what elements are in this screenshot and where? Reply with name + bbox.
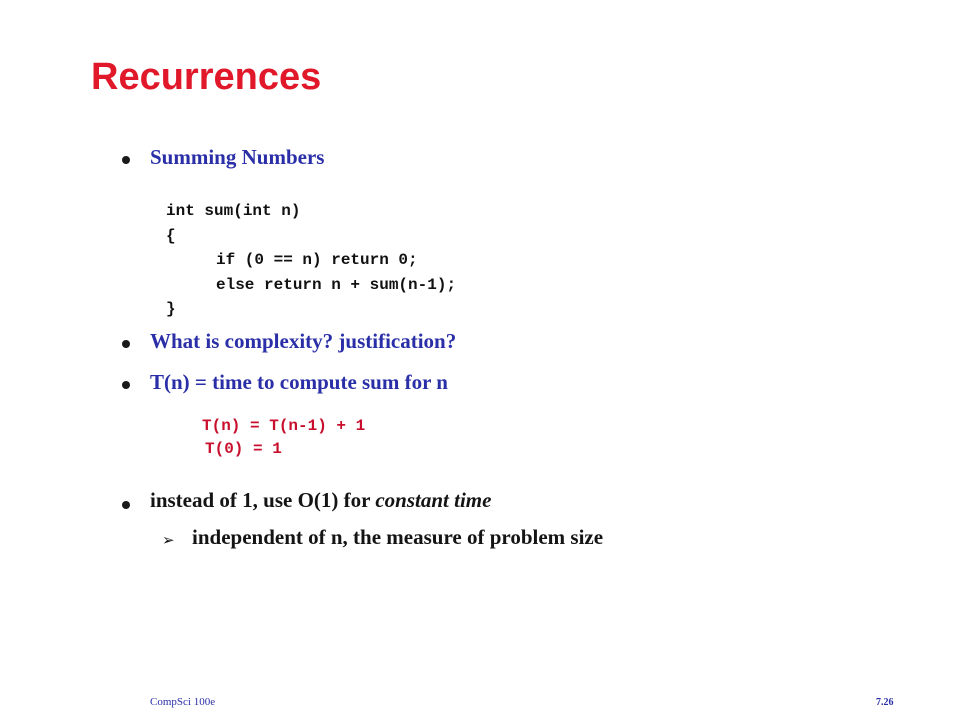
code-line-1: int sum(int n) [166, 202, 301, 220]
code-line-4: else return n + sum(n-1); [216, 275, 457, 294]
constant-time-prefix: instead of 1, use O(1) for [150, 488, 376, 512]
bullet-dot [122, 501, 130, 509]
bullet-dot [122, 340, 130, 348]
bullet-summing-numbers: Summing Numbers [150, 145, 325, 169]
bullet-dot [122, 156, 130, 164]
bullet-tn-definition: T(n) = time to compute sum for n [150, 370, 448, 394]
constant-time-italic: constant time [375, 488, 492, 512]
bullet-dot [122, 381, 130, 389]
footer-course: CompSci 100e [150, 696, 216, 708]
subbullet-problem-size: independent of n, the measure of problem size [192, 525, 604, 549]
slide-title: Recurrences [91, 56, 322, 98]
bullet-complexity: What is complexity? justification? [150, 329, 457, 353]
code-block [166, 199, 456, 322]
arrow-bullet-icon: ➢ [162, 531, 175, 549]
recurrence-line-2: T(0) = 1 [205, 440, 282, 458]
code-line-5: } [166, 300, 176, 318]
code-line-2: { [166, 226, 176, 245]
footer-page-number: 7.26 [876, 697, 894, 708]
code-line-3: if (0 == n) return 0; [216, 251, 418, 269]
bullet-constant-time [150, 488, 491, 513]
recurrence-line-1: T(n) = T(n-1) + 1 [202, 417, 366, 435]
